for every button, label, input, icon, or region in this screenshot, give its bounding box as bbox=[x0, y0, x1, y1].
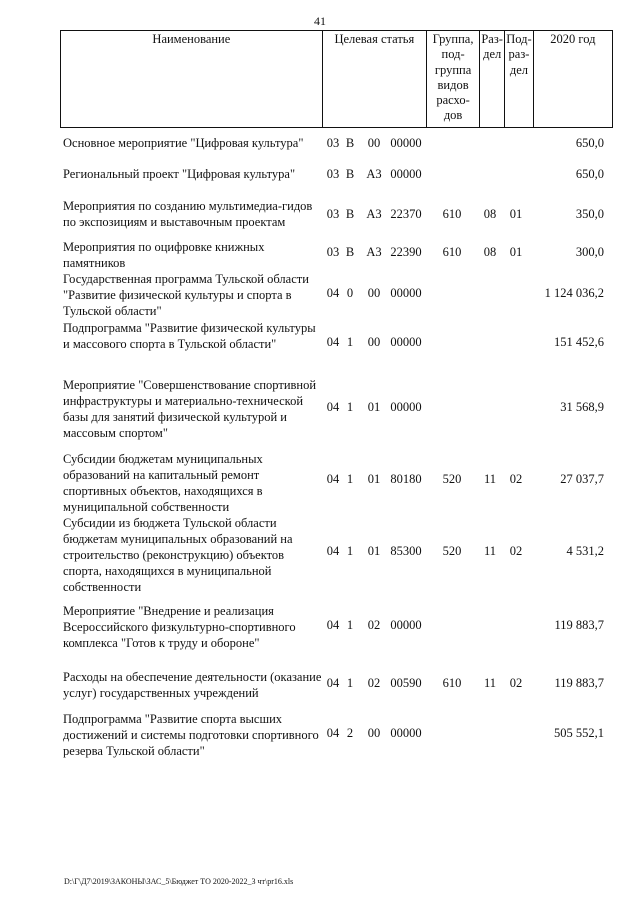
row-name: Региональный проект "Цифровая культура" bbox=[63, 167, 296, 181]
row-code-program: 04 bbox=[326, 400, 340, 414]
row-amount: 1 124 036,2 bbox=[544, 286, 604, 300]
row-name: Подпрограмма "Развитие спорта высших достижений и системы подготовки спортивного резерва Тульской области" bbox=[63, 712, 319, 758]
row-name: Основное мероприятие "Цифровая культура" bbox=[63, 136, 304, 150]
row-code-direction: 22390 bbox=[390, 245, 422, 259]
row-name: Государственная программа Тульской области "Развитие физической культуры и спорта в Тульской области" bbox=[63, 272, 309, 318]
row-section: 08 bbox=[483, 207, 497, 221]
row-amount: 27 037,7 bbox=[560, 472, 604, 486]
row-amount: 119 883,7 bbox=[554, 676, 604, 690]
row-section: 08 bbox=[483, 245, 497, 259]
row-code-subprogram: 1 bbox=[346, 676, 354, 690]
row-code-program: 04 bbox=[326, 472, 340, 486]
row-name: Подпрограмма "Развитие физической культуры и массового спорта в Тульской области" bbox=[63, 321, 316, 351]
row-amount: 31 568,9 bbox=[560, 400, 604, 414]
row-code-direction: 00000 bbox=[390, 136, 422, 150]
row-code-event: 00 bbox=[367, 726, 381, 740]
row-code-direction: 00000 bbox=[390, 726, 422, 740]
header-section: Раз- дел bbox=[480, 31, 505, 128]
row-code-program: 03 bbox=[326, 207, 340, 221]
row-code-event: 00 bbox=[367, 136, 381, 150]
row-section: 11 bbox=[483, 544, 497, 558]
row-code-direction: 00000 bbox=[390, 167, 422, 181]
row-amount: 650,0 bbox=[575, 167, 604, 181]
row-group: 610 bbox=[442, 245, 462, 259]
row-code-direction: 00000 bbox=[390, 286, 422, 300]
row-subsection: 02 bbox=[509, 544, 523, 558]
row-name: Субсидии бюджетам муниципальных образований на капитальный ремонт спортивных объектов, находящихся в муниципальной собственности bbox=[63, 452, 263, 514]
row-code-program: 04 bbox=[326, 618, 340, 632]
file-path-footer: D:\Г\Д7\2019\ЗАКОНЫ\ЗАС_5\Бюджет ТО 2020-2022_3 чт\pr16.xls bbox=[64, 877, 294, 886]
row-code-event: А3 bbox=[366, 245, 382, 259]
row-code-direction: 85300 bbox=[390, 544, 422, 558]
header-name: Наименование bbox=[61, 31, 323, 128]
row-group: 520 bbox=[442, 472, 462, 486]
row-group: 520 bbox=[442, 544, 462, 558]
row-code-subprogram: 1 bbox=[346, 335, 354, 349]
header-target-article: Целевая статья bbox=[322, 31, 426, 128]
row-code-subprogram: 2 bbox=[346, 726, 354, 740]
table-header bbox=[60, 30, 613, 128]
row-code-event: А3 bbox=[366, 167, 382, 181]
row-amount: 350,0 bbox=[575, 207, 604, 221]
row-code-program: 04 bbox=[326, 726, 340, 740]
row-code-program: 03 bbox=[326, 136, 340, 150]
row-name: Субсидии из бюджета Тульской области бюджетам муниципальных образований на строительство (реконструкцию) объектов спорта, находящихся в муниципальной собственности bbox=[63, 516, 293, 594]
row-code-program: 04 bbox=[326, 676, 340, 690]
row-name: Расходы на обеспечение деятельности (оказание услуг) государственных учреждений bbox=[63, 670, 322, 700]
header-subsection: Под- раз- дел bbox=[505, 31, 534, 128]
row-code-direction: 80180 bbox=[390, 472, 422, 486]
row-group: 610 bbox=[442, 207, 462, 221]
header-year: 2020 год bbox=[533, 31, 612, 128]
row-name: Мероприятие "Совершенствование спортивной инфраструктуры и материально-технической базы для занятий физической культурой и массовым спортом" bbox=[63, 378, 317, 440]
row-code-program: 04 bbox=[326, 544, 340, 558]
row-code-subprogram: В bbox=[345, 136, 355, 150]
row-code-direction: 00000 bbox=[390, 335, 422, 349]
row-code-direction: 00000 bbox=[390, 400, 422, 414]
row-amount: 151 452,6 bbox=[554, 335, 604, 349]
row-code-subprogram: В bbox=[345, 245, 355, 259]
row-amount: 300,0 bbox=[575, 245, 604, 259]
row-code-subprogram: 1 bbox=[346, 544, 354, 558]
row-code-event: 01 bbox=[367, 544, 381, 558]
row-code-subprogram: 1 bbox=[346, 400, 354, 414]
row-amount: 505 552,1 bbox=[554, 726, 604, 740]
row-group: 610 bbox=[442, 676, 462, 690]
row-subsection: 01 bbox=[509, 245, 523, 259]
row-code-direction: 22370 bbox=[390, 207, 422, 221]
row-amount: 119 883,7 bbox=[554, 618, 604, 632]
row-code-subprogram: В bbox=[345, 207, 355, 221]
row-code-event: 00 bbox=[367, 335, 381, 349]
row-code-program: 04 bbox=[326, 286, 340, 300]
row-code-event: 02 bbox=[367, 618, 381, 632]
page-number: 41 bbox=[314, 14, 326, 28]
row-code-event: 01 bbox=[367, 472, 381, 486]
row-code-subprogram: 0 bbox=[346, 286, 354, 300]
row-code-subprogram: 1 bbox=[346, 472, 354, 486]
row-code-subprogram: В bbox=[345, 167, 355, 181]
row-code-program: 03 bbox=[326, 167, 340, 181]
row-name: Мероприятия по оцифровке книжных памятников bbox=[63, 240, 265, 270]
row-code-event: 02 bbox=[367, 676, 381, 690]
row-code-event: А3 bbox=[366, 207, 382, 221]
row-code-event: 00 bbox=[367, 286, 381, 300]
row-code-direction: 00590 bbox=[390, 676, 422, 690]
row-subsection: 02 bbox=[509, 676, 523, 690]
row-section: 11 bbox=[483, 676, 497, 690]
row-subsection: 01 bbox=[509, 207, 523, 221]
row-code-subprogram: 1 bbox=[346, 618, 354, 632]
row-name: Мероприятие "Внедрение и реализация Всероссийского физкультурно-спортивного комплекса "Готов к труду и обороне" bbox=[63, 604, 296, 650]
row-amount: 4 531,2 bbox=[566, 544, 604, 558]
row-code-program: 03 bbox=[326, 245, 340, 259]
row-section: 11 bbox=[483, 472, 497, 486]
row-amount: 650,0 bbox=[575, 136, 604, 150]
row-code-program: 04 bbox=[326, 335, 340, 349]
row-name: Мероприятия по созданию мультимедиа-гидов по экспозициям и выставочным проектам bbox=[63, 199, 313, 229]
row-code-event: 01 bbox=[367, 400, 381, 414]
row-code-direction: 00000 bbox=[390, 618, 422, 632]
header-group: Группа, под- группа видов расхо- дов bbox=[427, 31, 480, 128]
row-subsection: 02 bbox=[509, 472, 523, 486]
